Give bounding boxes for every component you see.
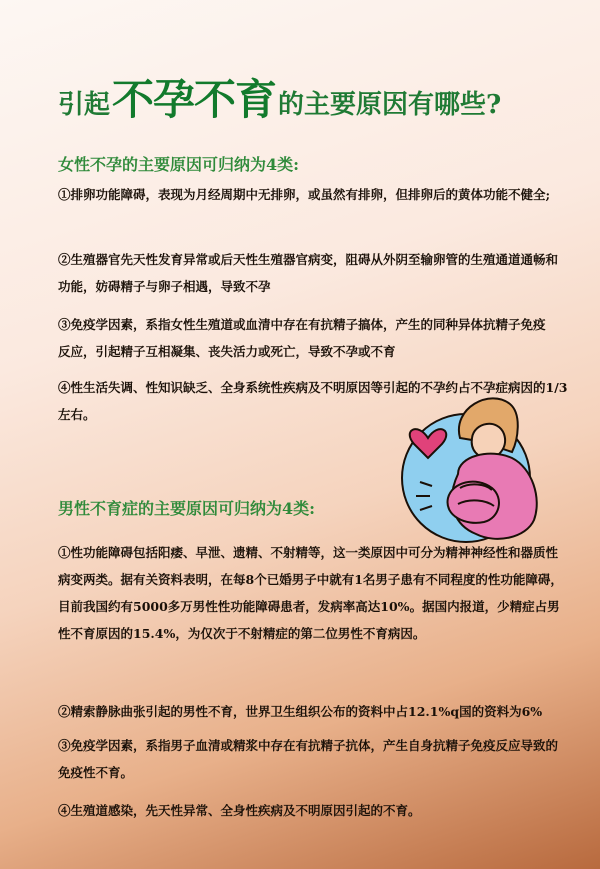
female-item-1: ①排卵功能障碍，表现为月经周期中无排卵，或虽然有排卵，但排卵后的黄体功能不健全; [58,187,551,202]
male-item-3: ③免疫学因素，系指男子血清或精浆中存在有抗精子抗体，产生自身抗精子免疫反应导致的免疫性不育。 [58,738,559,780]
title-prefix: 引起 [58,90,111,120]
male-section-heading: 男性不育症的主要原因可归纳为4类: [58,499,316,518]
title-highlight: 不孕不育 [112,75,277,124]
male-item-1: ①性功能障碍包括阳痿、早泄、遗精、不射精等，这一类原因中可分为精神神经性和器质性病变两类。据有关资料表明，在每8个已婚男子中就有1名男子患有不同程度的性功能障碍，目前我国约有5000多万男性性功能障碍患者，发病率高达10%。据国内报道，少精症占男性不育原因的15.4%，为仅次于不射精症的第二位男性不育病因。 [58,545,563,641]
male-item-4: ④生殖道感染，先天性异常、全身性疾病及不明原因引起的不育。 [58,803,421,818]
female-item-3: ③免疫学因素，系指女性生殖道或血清中存在有抗精子搞体，产生的同种异体抗精子免疫反应，引起精子互相凝集、丧失活力或死亡，导致不孕或不育 [58,317,546,359]
male-item-2: ②精索静脉曲张引起的男性不育，世界卫生组织公布的资料中占12.1%q国的资料为6% [58,704,543,719]
female-item-2: ②生殖器官先天性发育异常或后天性生殖器官病变，阻碍从外阴至输卵管的生殖通道通畅和功能，妨碍精子与卵子相遇，导致不孕 [58,252,559,294]
pregnant-woman-illustration [400,378,550,546]
page-title [58,62,578,122]
female-item-4: ④性生活失调、性知识缺乏、全身系统性疾病及不明原因等引起的不孕约占不孕症病因的1/3左右。 [58,380,568,422]
female-section-heading: 女性不孕的主要原因可归纳为4类: [58,155,300,174]
belly-shape [448,482,499,523]
title-suffix: 的主要原因有哪些? [278,90,502,120]
